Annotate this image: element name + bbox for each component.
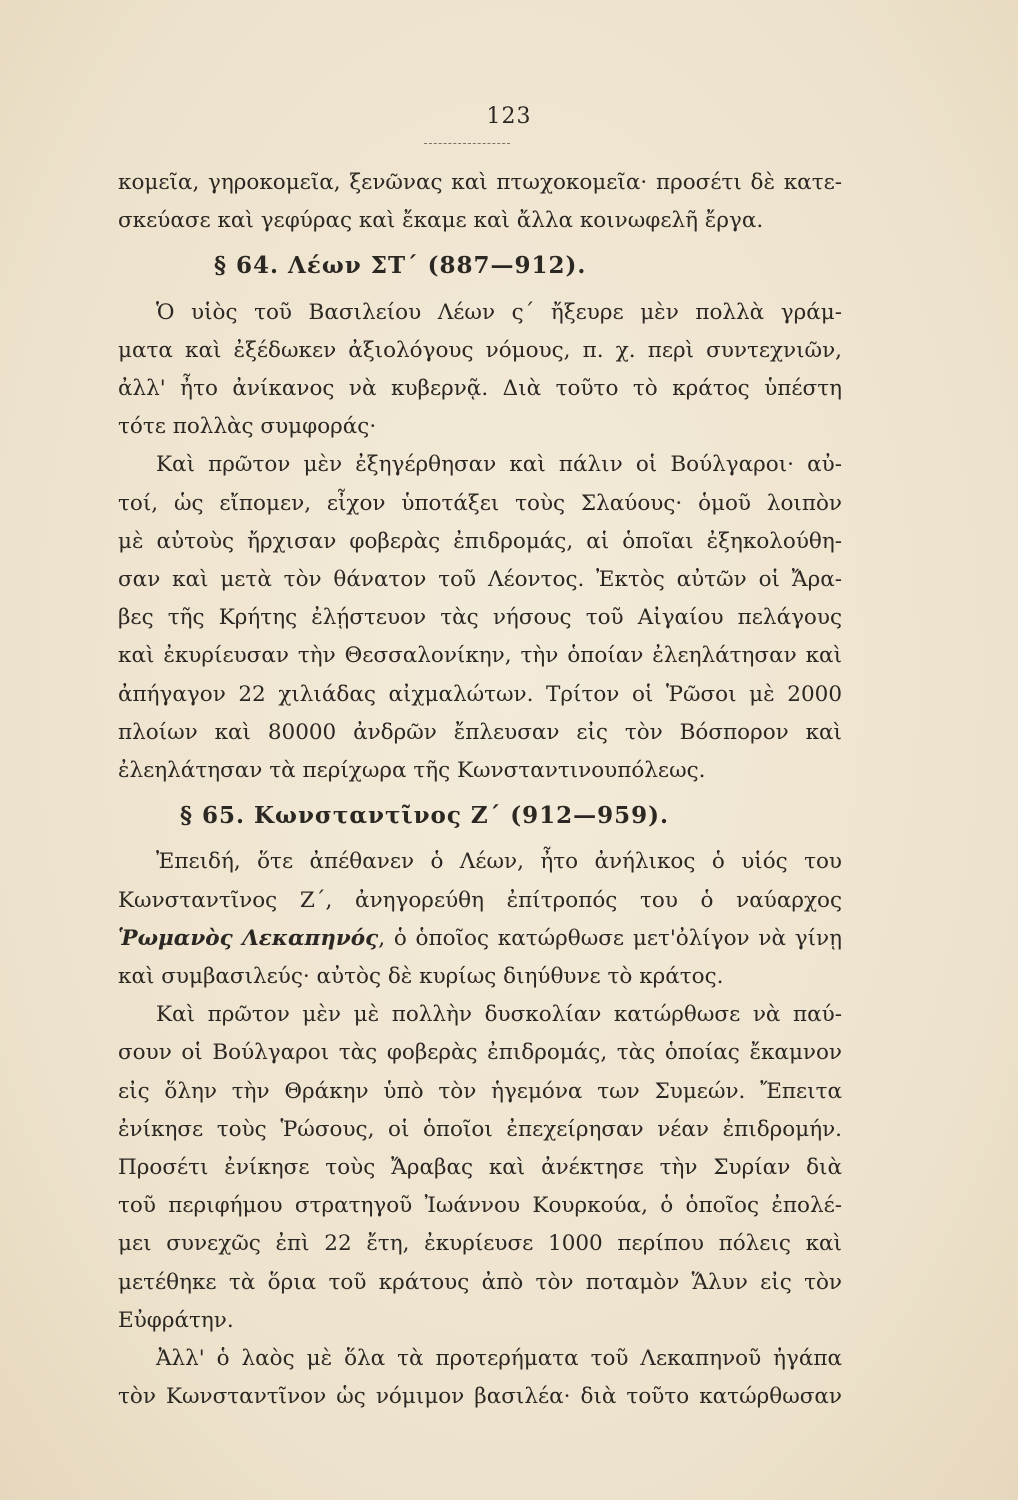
text-line: σκεύασε καὶ γεφύρας καὶ ἔκαμε καὶ ἄλλα κοινωφελῆ ἔργα. [118, 208, 764, 234]
paragraph-line: καὶ ἐκυρίευσαν τὴν Θεσσαλονίκην, τὴν ὁποίαν ἐλεηλάτησαν καὶ [118, 643, 842, 669]
paragraph-line: Κωνσταντῖνος Ζ΄, ἀνηγορεύθη ἐπίτροπός του ὁ ναύαρχος [118, 887, 842, 913]
paragraph-line: Καὶ πρῶτον μὲν μὲ πολλὴν δυσκολίαν κατώρθωσε νὰ παύ- [156, 1002, 842, 1028]
paragraph-line: ματα καὶ ἐξέδωκεν ἀξιολόγους νόμους, π. χ. περὶ συντεχνιῶν, [118, 337, 842, 363]
person-name: Ῥωμανὸς Λεκαπηνός [118, 925, 379, 951]
line-text: , ὁ ὁποῖος κατώρθωσε μετ'ὀλίγον νὰ γίνῃ [378, 925, 842, 951]
section-heading-64: § 64. Λέων ΣΤ΄ (887—912). [214, 252, 587, 280]
paragraph-line: ἀλλ' ἦτο ἀνίκανος νὰ κυβερνᾷ. Διὰ τοῦτο τὸ κράτος ὑπέστη [118, 376, 842, 402]
text-line: κομεῖα, γηροκομεῖα, ξενῶνας καὶ πτωχοκομεῖα· προσέτι δὲ κατε- [118, 170, 842, 195]
paragraph-line [118, 920, 842, 958]
paragraph-line: Εὐφράτην. [118, 1307, 234, 1333]
paragraph-line: σαν καὶ μετὰ τὸν θάνατον τοῦ Λέοντος. Ἐκτὸς αὐτῶν οἱ Ἄρα- [118, 567, 842, 593]
paragraph-line: σουν οἱ Βούλγαροι τὰς φοβερὰς ἐπιδρομάς, τὰς ὁποίας ἔκαμνον [118, 1040, 842, 1066]
paragraph-line: Ἐπειδή, ὅτε ἀπέθανεν ὁ Λέων, ἦτο ἀνήλικος ὁ υἱός του [156, 849, 842, 875]
paragraph-line: εἰς ὅλην τὴν Θράκην ὑπὸ τὸν ἡγεμόνα των Συμεών. Ἔπειτα [118, 1078, 842, 1104]
page-body [118, 164, 842, 1417]
section-heading-65: § 65. Κωνσταντῖνος Ζ΄ (912—959). [180, 802, 670, 830]
paragraph-line: βες τῆς Κρήτης ἐλῄστευον τὰς νήσους τοῦ Αἰγαίου πελάγους [118, 605, 842, 631]
paragraph-line: Ὁ υἱὸς τοῦ Βασιλείου Λέων ς΄ ἤξευρε μὲν πολλὰ γράμ- [156, 299, 842, 325]
paragraph-line: μὲ αὐτοὺς ἤρχισαν φοβερὰς ἐπιδρομάς, αἱ ὁποῖαι ἐξηκολούθη- [118, 528, 842, 554]
paragraph-line: Ἀλλ' ὁ λαὸς μὲ ὅλα τὰ προτερήματα τοῦ Λεκαπηνοῦ ἠγάπα [156, 1346, 842, 1372]
page-number: 123 [486, 104, 532, 129]
page-number-rule [424, 143, 510, 144]
paragraph-line: καὶ συμβασιλεύς· αὐτὸς δὲ κυρίως διηύθυνε τὸ κράτος. [118, 964, 724, 990]
paragraph-line: τὸν Κωνσταντῖνον ὡς νόμιμον βασιλέα· διὰ τοῦτο κατώρθωσαν [118, 1384, 842, 1410]
paragraph-line: μετέθηκε τὰ ὅρια τοῦ κράτους ἀπὸ τὸν ποταμὸν Ἅλυν εἰς τὸν [118, 1269, 842, 1295]
paragraph-line: ἐλεηλάτησαν τὰ περίχωρα τῆς Κωνσταντινουπόλεως. [118, 758, 706, 784]
paragraph-line: Καὶ πρῶτον μὲν ἐξηγέρθησαν καὶ πάλιν οἱ Βούλγαροι· αὐ- [156, 452, 842, 478]
paragraph-line: πλοίων καὶ 80000 ἀνδρῶν ἔπλευσαν εἰς τὸν Βόσπορον καὶ [118, 719, 842, 745]
paragraph-line: τοί, ὡς εἴπομεν, εἶχον ὑποτάξει τοὺς Σλαύους· ὁμοῦ λοιπὸν [118, 490, 842, 516]
paragraph-line: Προσέτι ἐνίκησε τοὺς Ἄραβας καὶ ἀνέκτησε τὴν Συρίαν διὰ [118, 1155, 842, 1181]
paragraph-line: τοῦ περιφήμου στρατηγοῦ Ἰωάννου Κουρκούα, ὁ ὁποῖος ἐπολέ- [118, 1193, 842, 1219]
paragraph-line: μει συνεχῶς ἐπὶ 22 ἔτη, ἐκυρίευσε 1000 περίπου πόλεις καὶ [118, 1231, 842, 1257]
paragraph-line: τότε πολλὰς συμφοράς· [118, 414, 377, 440]
paragraph-line: ἐνίκησε τοὺς Ῥώσους, οἱ ὁποῖοι ἐπεχείρησαν νέαν ἐπιδρομήν. [118, 1116, 842, 1142]
paragraph-line: ἀπήγαγον 22 χιλιάδας αἰχμαλώτων. Τρίτον οἱ Ῥῶσοι μὲ 2000 [118, 681, 842, 707]
